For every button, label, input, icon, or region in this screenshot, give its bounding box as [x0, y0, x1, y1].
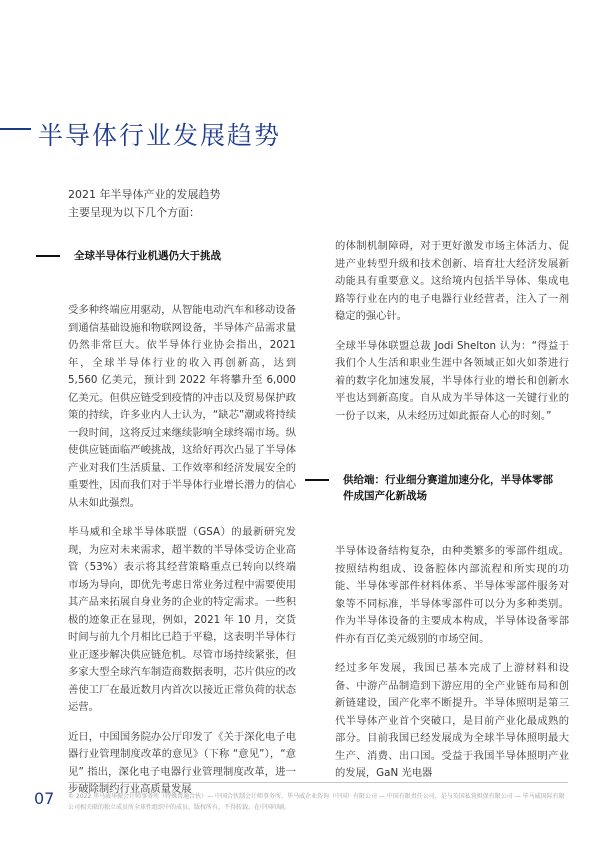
right-paragraph-2: 全球半导体联盟总裁 Jodi Shelton 认为：“得益于我们个人生活和职业生涯中各领域正如火如荼进行着的数字化加速发展，半导体行业的增长和创新水平也达到新高度。自从成为半导体这一关键行业的一份子以来，从未经历过如此振奋人心的时刻。”: [335, 339, 569, 422]
copyright-notice: © 2022 毕马威华振会计师事务所（特殊普通合伙）— 中国合伙制会计师事务所，毕马威企业咨询（中国）有限公司 — 中国有限责任公司，是与英国私营担保有限公司 — 毕马威国际有限公司相关联的独立成员所全球性组织中的成员。版权所有，不得转载。在中国印刷。: [68, 793, 565, 811]
section-heading-2-line-1: 供给端：行业细分赛道加速分化，半导体零部: [343, 474, 553, 486]
heading-dash: [36, 255, 60, 257]
section-heading-2: [305, 472, 575, 504]
page-title: 半导体行业发展趋势: [38, 121, 282, 150]
section-heading-2-text: [343, 472, 553, 504]
left-column: [68, 302, 296, 811]
page-number: 07: [34, 789, 55, 808]
footer-divider: [68, 782, 568, 783]
right-paragraph-3: 半导体设备结构复杂，由种类繁多的零部件组成。按照结构组成、设备腔体内部流程和所实现的功能、半导体零部件材料体系、半导体零部件服务对象等不同标准，半导体零部件可以分为多种类别。作为半导体设备的主要成本构成，半导体设备零部件亦有百亿美元级别的市场空间。: [335, 545, 569, 645]
section-heading-1: [36, 248, 306, 264]
right-paragraph-4: 经过多年发展，我国已基本完成了上游材料和设备、中游产品制造到下游应用的全产业链布局和创新链建设，国产化率不断提升。半导体照明是第三代半导体产业首个突破口，是目前产业化最成熟的部分。目前我国已经发展成为全球半导体照明最大生产、消费、出口国。受益于我国半导体照明产业的发展，GaN 光电器: [335, 662, 569, 779]
intro-line-2: 主要呈现为以下几个方面：: [68, 206, 200, 219]
section-heading-1-text: 全球半导体行业机遇仍大于挑战: [74, 250, 221, 262]
heading-dash: [305, 479, 329, 481]
right-paragraph-1: 的体制机制障碍，对于更好激发市场主体活力、促进产业转型升级和技术创新、培育壮大经济发展新动能具有重要意义。这给境内包括半导体、集成电路等行业在内的电子电器行业经营者，注入了一剂稳定的强心针。: [335, 240, 569, 322]
left-paragraph-1: 受多种终端应用驱动，从智能电动汽车和移动设备到通信基础设施和物联网设备，半导体产品需求量仍然非常巨大。依半导体行业协会指出，2021 年，全球半导体行业的收入再创新高，达到 5,560 亿美元，预计到 2022 年将攀升至 6,000 亿美元。但供应链受到疫情的冲击以及贸易保护政策的持续，许多业内人士认为，“缺芯”潮或将持续一段时间，这将反过来继续影响全球终端市场。纵使供应链面临严峻挑战，这给好再次凸显了半导体产业对我们生活质量、工作效率和经济发展安全的重要性，因而我们对于半导体行业增长潜力的信心从未如此强烈。: [68, 304, 296, 509]
intro-line-1: 2021 年半导体产业的发展趋势: [68, 188, 221, 201]
left-paragraph-2: 毕马威和全球半导体联盟（GSA）的最新研究发现，为应对未来需求，超半数的半导体受访企业高管（53%）表示将其经营策略重点已转向以终端市场为导向，即优先考虑日常业务过程中需要使用其产品来拓展自身业务的企业的特定需求。一些积极的迹象正在显现，例如，2021 年 10 月，交货时间与前九个月相比已趋于平稳，这表明半导体行业正逐步解决供应链危机。尽管市场持续紧张，但多家大型全球汽车制造商数据表明，芯片供应的改善使工厂在最近数月内首次以接近正常负荷的状态运营。: [68, 526, 296, 713]
right-column-top: [335, 238, 569, 437]
left-paragraph-3: 近日，中国国务院办公厅印发了《关于深化电子电器行业管理制度改革的意见》（下称 “意见”），“意见” 指出，深化电子电器行业管理制度改革，进一步破除制约行业高质量发展: [68, 730, 296, 795]
right-column-bottom: [335, 543, 569, 795]
title-accent-bar: [0, 128, 31, 130]
section-heading-2-line-2: 件成国产化新战场: [343, 490, 427, 502]
intro-text: [68, 186, 318, 222]
